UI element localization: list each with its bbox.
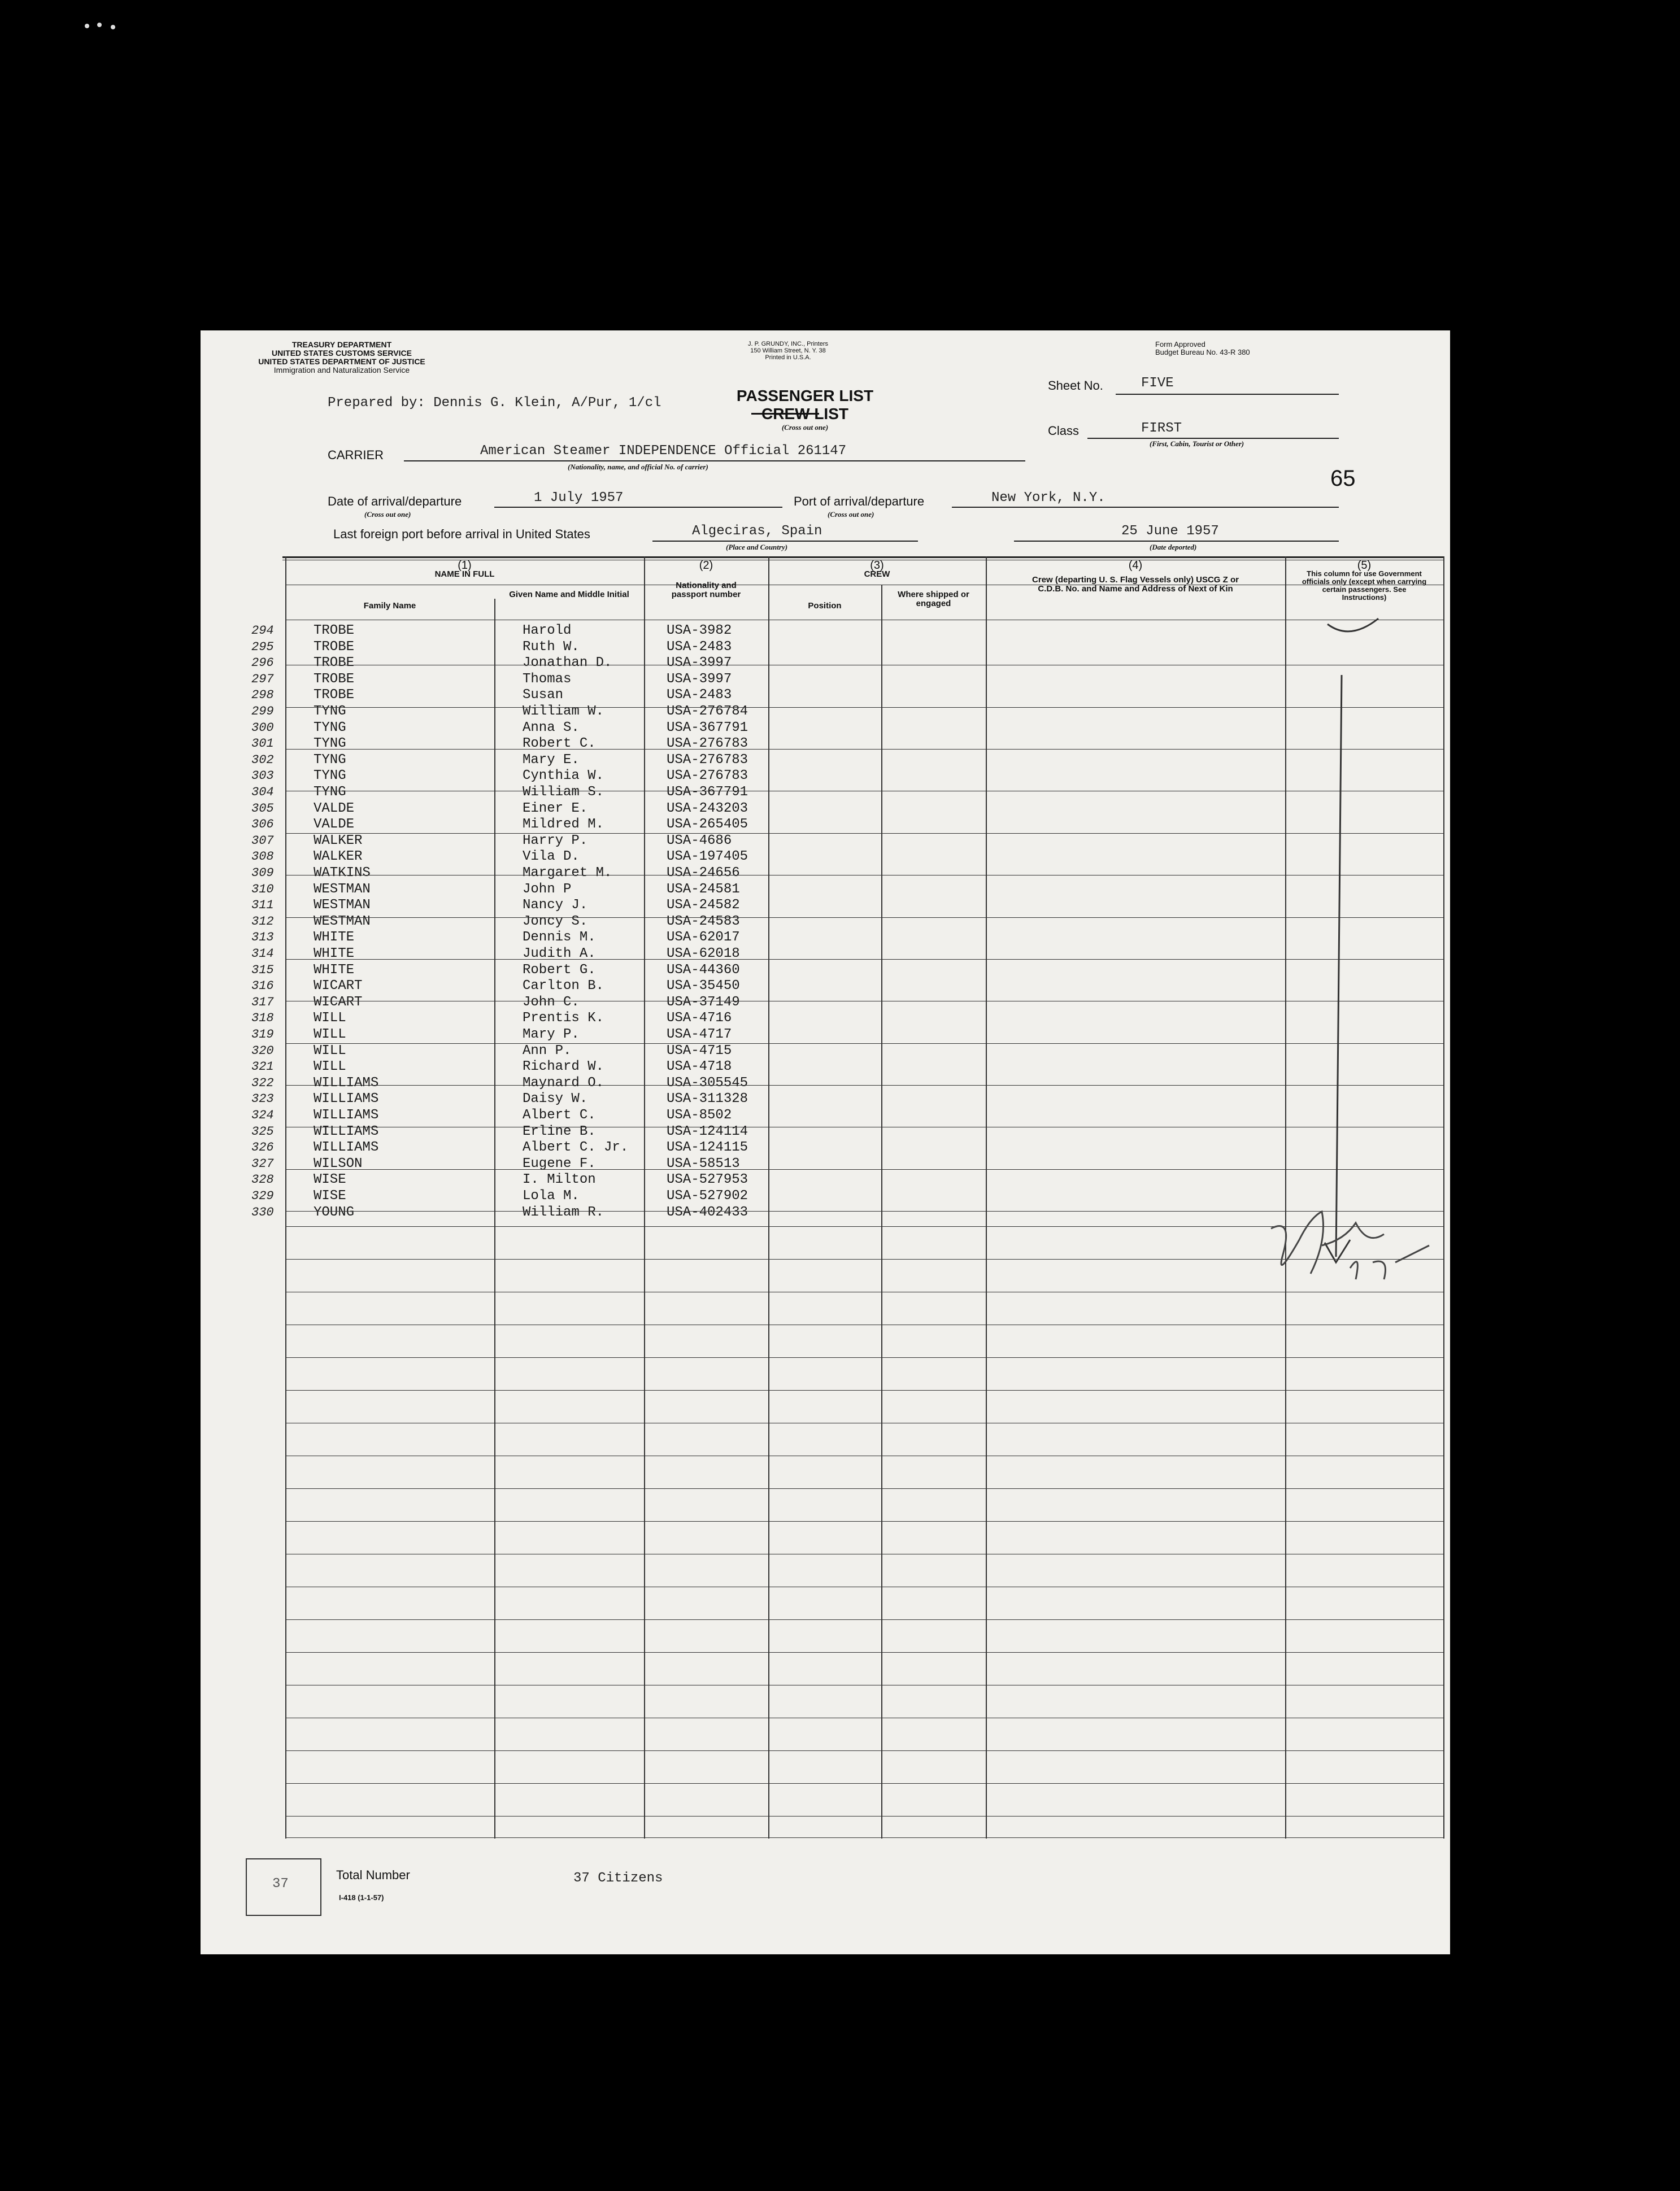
row-number: 310 [251,882,274,896]
row-number: 315 [251,962,274,977]
date-departed-rule [1014,541,1339,542]
row-number: 328 [251,1173,274,1187]
family-name: WHITE [314,962,355,978]
passport-number: USA-276783 [667,736,748,752]
family-name: TROBE [314,687,355,703]
passport-number: USA-367791 [667,720,748,735]
passport-number: USA-402433 [667,1204,748,1220]
given-name: Susan [523,687,564,703]
last-port-rule [652,541,918,542]
last-port-value: Algeciras, Spain [692,524,822,539]
row-rule [285,1085,1443,1086]
passport-number: USA-124114 [667,1123,748,1139]
passport-number: USA-2483 [667,687,732,703]
row-rule [285,1357,1443,1358]
family-name: WILL [314,1027,346,1042]
given-name: Prentis K. [523,1010,604,1026]
family-name: VALDE [314,800,355,816]
passport-number: USA-527953 [667,1172,748,1188]
given-name: Albert C. Jr. [523,1140,629,1156]
family-name: WESTMAN [314,913,371,929]
row-number: 303 [251,769,274,783]
port-rule [952,507,1339,508]
carrier-rule [404,460,1025,461]
row-rule [285,1816,1443,1817]
row-rule [285,959,1443,960]
passport-number: USA-2483 [667,639,732,655]
strike-crew-list [751,413,819,415]
passenger-list-sheet [201,330,1450,1954]
family-name: WILLIAMS [314,1108,379,1123]
row-number: 294 [251,624,274,638]
col3-header: (3) CREW [864,559,890,579]
row-number: 318 [251,1011,274,1026]
given-name: Mildred M. [523,817,604,833]
given-name: Daisy W. [523,1091,588,1107]
passport-number: USA-4716 [667,1010,732,1026]
family-name: WISE [314,1172,346,1188]
given-name: Einer E. [523,800,588,816]
total-box-value: 37 [272,1876,289,1892]
row-rule [285,1750,1443,1751]
passport-number: USA-3982 [667,623,732,638]
row-rule [285,1488,1443,1489]
carrier-note: (Nationality, name, and official No. of carrier) [568,463,708,471]
given-name: William W. [523,704,604,719]
given-name: Ann P. [523,1043,572,1059]
row-number: 296 [251,656,274,670]
total-citizens-text: 37 Citizens [573,1871,663,1886]
given-name: John C. [523,994,580,1010]
row-number: 324 [251,1108,274,1122]
col1-header: (1) NAME IN FULL [434,559,495,579]
given-name: William R. [523,1204,604,1220]
date-departed-value: 25 June 1957 [1121,524,1219,539]
family-name: TYNG [314,736,346,752]
table-top-rule [282,556,1443,558]
passport-number: USA-265405 [667,817,748,833]
given-name: Albert C. [523,1108,596,1123]
row-rule [285,1652,1443,1653]
row-number: 301 [251,737,274,751]
given-name: Anna S. [523,720,580,735]
row-number: 327 [251,1156,274,1171]
family-name-header: Family Name [363,601,416,611]
class-rule [1087,438,1339,439]
family-name: WICART [314,978,363,994]
row-rule [285,707,1443,708]
row-number: 329 [251,1189,274,1203]
family-name: WILLIAMS [314,1075,379,1091]
row-number: 311 [251,898,274,913]
row-number: 297 [251,672,274,686]
row-rule [285,1619,1443,1620]
row-rule [285,1169,1443,1170]
passport-number: USA-305545 [667,1075,748,1091]
row-number: 322 [251,1075,274,1090]
passport-number: USA-311328 [667,1091,748,1107]
row-rule [285,1783,1443,1784]
row-number: 304 [251,785,274,799]
given-name: Mary E. [523,752,580,768]
given-name: Harry P. [523,833,588,848]
last-port-label: Last foreign port before arrival in United States [333,527,590,541]
family-name: VALDE [314,817,355,833]
row-number: 317 [251,995,274,1009]
family-name: WATKINS [314,865,371,881]
given-name: Harold [523,623,572,638]
family-name: WHITE [314,930,355,946]
row-rule [285,1043,1443,1044]
class-label: Class [1048,424,1080,438]
family-name: TROBE [314,671,355,687]
row-number: 307 [251,833,274,848]
family-name: TYNG [314,720,346,735]
row-number: 325 [251,1124,274,1139]
given-name: Maynard O. [523,1075,604,1091]
family-name: WALKER [314,833,363,848]
passport-number: USA-4718 [667,1059,732,1075]
port-note: (Cross out one) [828,510,874,519]
family-name: WILLIAMS [314,1140,379,1156]
passport-number: USA-24583 [667,913,740,929]
given-name: Dennis M. [523,930,596,946]
given-name: William S. [523,785,604,800]
given-name: Robert C. [523,736,596,752]
row-rule [285,1521,1443,1522]
given-name: Margaret M. [523,865,612,881]
given-name: Nancy J. [523,898,588,913]
family-name: TYNG [314,752,346,768]
passport-number: USA-197405 [667,849,748,865]
passport-number: USA-276784 [667,704,748,719]
given-name: Lola M. [523,1188,580,1204]
position-header: Position [808,601,842,611]
given-name: Eugene F. [523,1156,596,1171]
row-number: 314 [251,947,274,961]
handwritten-page-number: 65 [1330,466,1356,491]
total-number-box [246,1858,321,1916]
passport-number: USA-37149 [667,994,740,1010]
passport-number: USA-44360 [667,962,740,978]
form-approved-note: Form Approved Budget Bureau No. 43-R 380 [1155,340,1250,356]
family-name: WHITE [314,946,355,961]
col2-header: (2) Nationality and passport number [671,559,741,599]
row-number: 323 [251,1092,274,1107]
passport-number: USA-62018 [667,946,740,961]
family-name: WALKER [314,849,363,865]
row-number: 312 [251,914,274,929]
family-name: TROBE [314,623,355,638]
class-note: (First, Cabin, Tourist or Other) [1150,439,1244,448]
passport-number: USA-243203 [667,800,748,816]
given-name: Mary P. [523,1027,580,1042]
given-name: Carlton B. [523,978,604,994]
family-name: WILLIAMS [314,1091,379,1107]
given-name: John P [523,881,572,897]
table-bottom-rule [285,1837,1443,1838]
row-rule [285,749,1443,750]
carrier-value: American Steamer INDEPENDENCE Official 261147 [480,443,847,459]
passport-number: USA-4686 [667,833,732,848]
given-name: Robert G. [523,962,596,978]
family-name: WESTMAN [314,881,371,897]
row-number: 313 [251,930,274,945]
family-name: WILLIAMS [314,1123,379,1139]
family-name: WILL [314,1010,346,1026]
given-name: Joncy S. [523,913,588,929]
row-number: 309 [251,866,274,880]
row-number: 316 [251,979,274,994]
family-name: YOUNG [314,1204,355,1220]
passport-number: USA-24582 [667,898,740,913]
family-name: TROBE [314,655,355,671]
arrival-date-label: Date of arrival/departure [328,494,462,508]
family-name: WILL [314,1059,346,1075]
passport-number: USA-4717 [667,1027,732,1042]
total-number-label: Total Number [336,1868,410,1882]
arrival-date-rule [494,507,782,508]
row-number: 326 [251,1140,274,1155]
class-value: FIRST [1141,421,1182,436]
prepared-by: Prepared by: Dennis G. Klein, A/Pur, 1/cl [328,395,661,411]
arrival-date-value: 1 July 1957 [534,490,624,506]
passport-number: USA-35450 [667,978,740,994]
printer-imprint: J. P. GRUNDY, INC., Printers 150 William Street, N. Y. 38 Printed in U.S.A. [747,341,829,361]
row-rule [285,917,1443,918]
port-label: Port of arrival/departure [794,494,925,508]
passport-number: USA-58513 [667,1156,740,1171]
passport-number: USA-3997 [667,655,732,671]
passport-number: USA-62017 [667,930,740,946]
passenger-table [251,556,1443,1839]
passport-number: USA-367791 [667,785,748,800]
family-name: TROBE [314,639,355,655]
family-name: TYNG [314,704,346,719]
row-rule [285,1390,1443,1391]
given-name: Jonathan D. [523,655,612,671]
form-number: I-418 (1-1-57) [339,1893,384,1902]
col5-header: (5) This column for use Government officials only (except when carrying certain passengers. See Instructions) [1302,559,1427,602]
row-number: 320 [251,1043,274,1058]
given-name: Ruth W. [523,639,580,655]
passport-number: USA-24581 [667,881,740,897]
col4-header: (4) Crew (departing U. S. Flag Vessels only) USCG Z or C.D.B. No. and Name and Address of Next of Kin [1032,559,1239,594]
given-name: I. Milton [523,1172,596,1188]
passport-number: USA-4715 [667,1043,732,1059]
agency-header: TREASURY DEPARTMENT UNITED STATES CUSTOMS SERVICE UNITED STATES DEPARTMENT OF JUSTICE Immigration and Naturalization Service [258,340,425,374]
row-number: 305 [251,801,274,816]
row-number: 298 [251,688,274,703]
row-number: 319 [251,1027,274,1042]
row-number: 321 [251,1060,274,1074]
sheet-label: Sheet No. [1048,378,1103,393]
last-port-note: (Place and Country) [726,543,788,551]
date-departed-note: (Date deported) [1150,543,1197,551]
arrival-date-note: (Cross out one) [364,510,411,519]
given-name: Judith A. [523,946,596,961]
passport-number: USA-3997 [667,671,732,687]
given-name: Vila D. [523,849,580,865]
passport-number: USA-124115 [667,1140,748,1156]
film-edge-marks [85,21,119,29]
row-number: 302 [251,752,274,767]
row-rule [285,833,1443,834]
port-value: New York, N.Y. [991,490,1106,506]
where-shipped-header: Where shipped or engaged [898,590,969,608]
family-name: TYNG [314,785,346,800]
official-check-arrow [1282,607,1446,1268]
sheet-value: FIVE [1141,376,1174,391]
given-name: Cynthia W. [523,768,604,784]
row-number: 330 [251,1205,274,1219]
passport-number: USA-24656 [667,865,740,881]
carrier-label: CARRIER [328,448,384,462]
family-name: WESTMAN [314,898,371,913]
given-name-header: Given Name and Middle Initial [509,590,629,599]
passport-number: USA-527902 [667,1188,748,1204]
given-name: Erline B. [523,1123,596,1139]
family-name: WISE [314,1188,346,1204]
list-title: PASSENGER LIST CREW LIST (Cross out one) [736,387,874,432]
family-name: WILSON [314,1156,363,1171]
row-number: 308 [251,850,274,864]
handwritten-initials [1260,1206,1446,1296]
row-number: 300 [251,720,274,735]
family-name: WICART [314,994,363,1010]
family-name: TYNG [314,768,346,784]
passport-number: USA-276783 [667,752,748,768]
row-number: 306 [251,817,274,832]
given-name: Thomas [523,671,572,687]
row-number: 299 [251,704,274,718]
row-number: 295 [251,639,274,654]
passport-number: USA-8502 [667,1108,732,1123]
given-name: Richard W. [523,1059,604,1075]
passport-number: USA-276783 [667,768,748,784]
sheet-rule [1116,394,1339,395]
family-name: WILL [314,1043,346,1059]
